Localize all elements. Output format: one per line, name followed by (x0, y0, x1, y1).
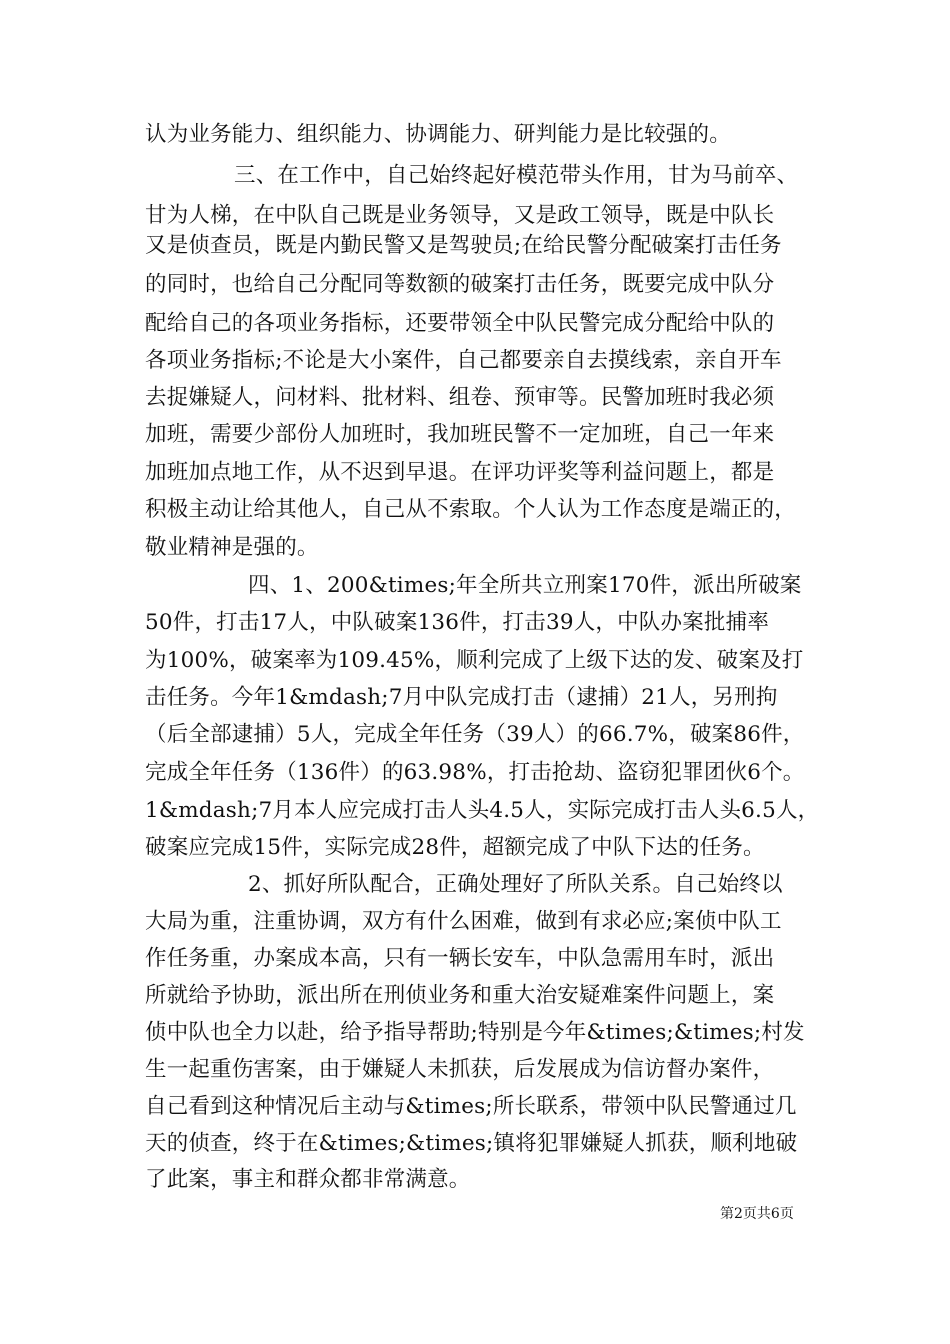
text-line: 天的侦查，终于在&times;&times;镇将犯罪嫌疑人抓获，顺利地破 (145, 1131, 798, 1156)
text-line: 敬业精神是强的。 (145, 535, 319, 560)
text-line: 积极主动让给其他人，自己从不索取。个人认为工作态度是端正的， (145, 497, 797, 522)
text-line: 认为业务能力、组织能力、协调能力、研判能力是比较强的。 (145, 122, 731, 147)
page-number-footer: 第2页共6页 (720, 1206, 794, 1222)
paragraph-start-line: 2、抓好所队配合，正确处理好了所队关系。自己始终以 (248, 872, 783, 897)
text-line: 侦中队也全力以赴，给予指导帮助;特别是今年&times;&times;村发 (145, 1020, 805, 1045)
text-line: 配给自己的各项业务指标，还要带领全中队民警完成分配给中队的 (145, 311, 775, 336)
text-line: 自己看到这种情况后主动与&times;所长联系，带领中队民警通过几 (145, 1094, 797, 1119)
text-line: 击任务。今年1&mdash;7月中队完成打击（逮捕）21人，另刑拘 (145, 685, 778, 710)
text-line: 完成全年任务（136件）的63.98%，打击抢劫、盗窃犯罪团伙6个。 (145, 760, 805, 785)
text-line: 加班加点地工作，从不迟到早退。在评功评奖等利益问题上，都是 (145, 460, 775, 485)
text-line: （后全部逮捕）5人，完成全年任务（39人）的66.7%，破案86件， (145, 722, 805, 747)
text-line: 加班，需要少部份人加班时，我加班民警不一定加班，自己一年来 (145, 422, 775, 447)
text-line: 甘为人梯，在中队自己既是业务领导，又是政工领导，既是中队长 (145, 203, 775, 228)
text-line: 去捉嫌疑人，问材料、批材料、组卷、预审等。民警加班时我必须 (145, 385, 775, 410)
text-line: 各项业务指标;不论是大小案件，自己都要亲自去摸线索，亲自开车 (145, 348, 782, 373)
text-line: 所就给予协助，派出所在刑侦业务和重大治安疑难案件问题上，案 (145, 983, 775, 1008)
paragraph-start-line: 三、在工作中，自己始终起好模范带头作用，甘为马前卒、 (234, 163, 799, 188)
paragraph-start-line: 四、1、200&times;年全所共立刑案170件，派出所破案 (248, 573, 802, 598)
text-line: 破案应完成15件，实际完成28件，超额完成了中队下达的任务。 (145, 835, 765, 860)
text-line: 作任务重，办案成本高，只有一辆长安车，中队急需用车时，派出 (145, 946, 775, 971)
text-line: 了此案，事主和群众都非常满意。 (145, 1167, 471, 1192)
text-line: 为100%，破案率为109.45%，顺利完成了上级下达的发、破案及打 (145, 648, 804, 673)
text-line: 大局为重，注重协调，双方有什么困难，做到有求必应;案侦中队工 (145, 909, 782, 934)
text-line: 1&mdash;7月本人应完成打击人头4.5人，实际完成打击人头6.5人， (145, 798, 820, 823)
text-line: 生一起重伤害案，由于嫌疑人未抓获，后发展成为信访督办案件， (145, 1057, 775, 1082)
text-line: 的同时，也给自己分配同等数额的破案打击任务，既要完成中队分 (145, 272, 775, 297)
text-line: 50件，打击17人，中队破案136件，打击39人，中队办案批捕率 (145, 610, 770, 635)
text-line: 又是侦查员，既是内勤民警又是驾驶员;在给民警分配破案打击任务 (145, 233, 782, 258)
